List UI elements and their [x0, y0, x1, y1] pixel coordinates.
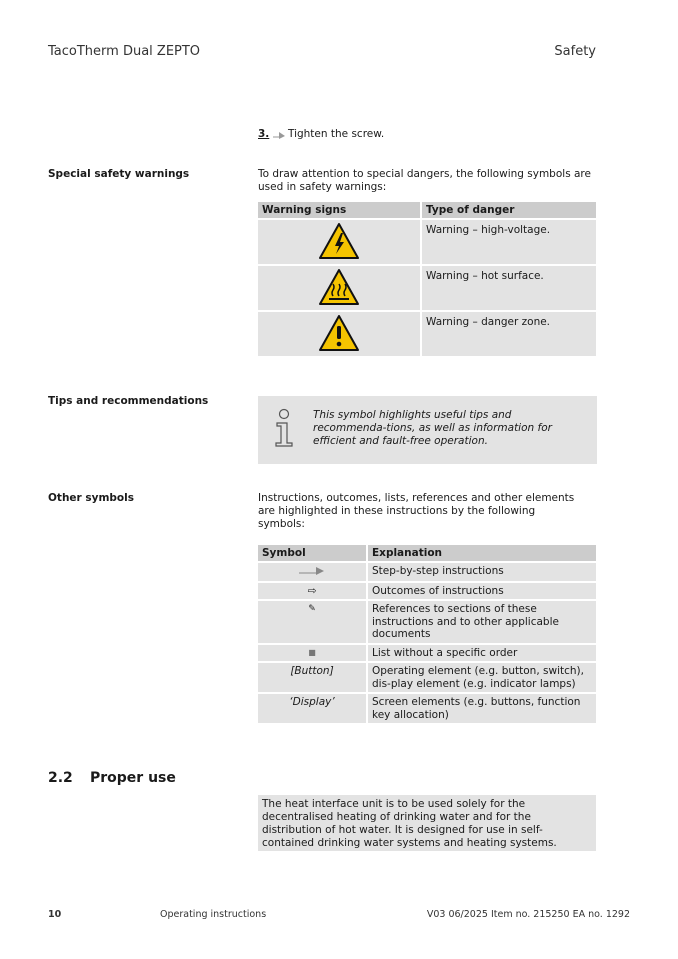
footer-version: V03 06/2025 Item no. 215250 EA no. 1292	[426, 909, 630, 920]
hot-surface-warning-icon	[318, 268, 360, 306]
high-voltage-warning-icon	[318, 222, 360, 260]
table-row	[258, 694, 596, 723]
explanation-text: References to sections of these instructions and to other applicable documents	[368, 601, 596, 643]
explanation-text: Screen elements (e.g. buttons, function key allocation)	[368, 694, 596, 723]
header-section: Safety	[554, 44, 596, 59]
explanation-text: List without a specific order	[368, 645, 596, 662]
section-number: 2.2	[48, 770, 73, 786]
page-number: 10	[48, 909, 62, 920]
table-row	[258, 312, 596, 356]
table-row	[258, 663, 596, 692]
step-item	[258, 128, 384, 141]
explanation-text: Outcomes of instructions	[368, 583, 596, 600]
proper-use-box	[258, 795, 596, 851]
other-symbols-heading: Other symbols	[48, 492, 134, 504]
list-bullet-icon: ■	[258, 645, 366, 662]
step-arrow-icon	[299, 565, 325, 575]
danger-text: Warning – danger zone.	[422, 312, 596, 356]
warning-signs-table	[256, 200, 598, 358]
symbol-display: ‘Display’	[258, 694, 366, 723]
explanation-text: Step-by-step instructions	[368, 563, 596, 581]
table-row	[258, 563, 596, 581]
table-row	[258, 266, 596, 310]
col-warning-signs: Warning signs	[258, 202, 420, 218]
step-arrow-icon	[273, 130, 285, 138]
section-title: Proper use	[90, 770, 176, 786]
col-explanation: Explanation	[368, 545, 596, 561]
step-text: Tighten the screw.	[287, 128, 385, 140]
special-safety-intro: To draw attention to special dangers, the following symbols are used in safety warnings:	[258, 168, 591, 193]
symbol-button: [Button]	[258, 663, 366, 692]
footer-doc: Operating instructions	[160, 909, 267, 920]
table-row	[258, 220, 596, 264]
tips-heading: Tips and recommendations	[48, 395, 209, 407]
danger-text: Warning – high-voltage.	[422, 220, 596, 264]
tip-box	[258, 396, 597, 464]
header-product: TacoTherm Dual ZEPTO	[48, 44, 201, 59]
proper-use-text: The heat interface unit is to be used solely for the decentralised heating of drinking water and for the distribution of hot water. It is designed for use in self-contained drinking water systems and heating systems.	[262, 798, 557, 849]
danger-zone-warning-icon	[318, 314, 360, 352]
info-icon	[272, 408, 296, 448]
tip-text: This symbol highlights useful tips and recommenda-tions, as well as information for efficient and fault-free operation.	[313, 409, 552, 447]
table-row	[258, 645, 596, 662]
col-symbol: Symbol	[258, 545, 366, 561]
other-symbols-intro: Instructions, outcomes, lists, references and other elements are highlighted in these instructions by the following symbols:	[258, 492, 575, 530]
step-number: 3.	[258, 128, 270, 140]
symbols-table	[256, 543, 598, 725]
outcome-arrow-icon: ⇨	[258, 583, 366, 600]
reference-icon: ✎	[258, 601, 366, 643]
table-row	[258, 583, 596, 600]
table-row	[258, 601, 596, 643]
col-type-of-danger: Type of danger	[422, 202, 596, 218]
special-safety-heading: Special safety warnings	[48, 168, 190, 180]
explanation-text: Operating element (e.g. button, switch), dis-play element (e.g. indicator lamps)	[368, 663, 596, 692]
danger-text: Warning – hot surface.	[422, 266, 596, 310]
